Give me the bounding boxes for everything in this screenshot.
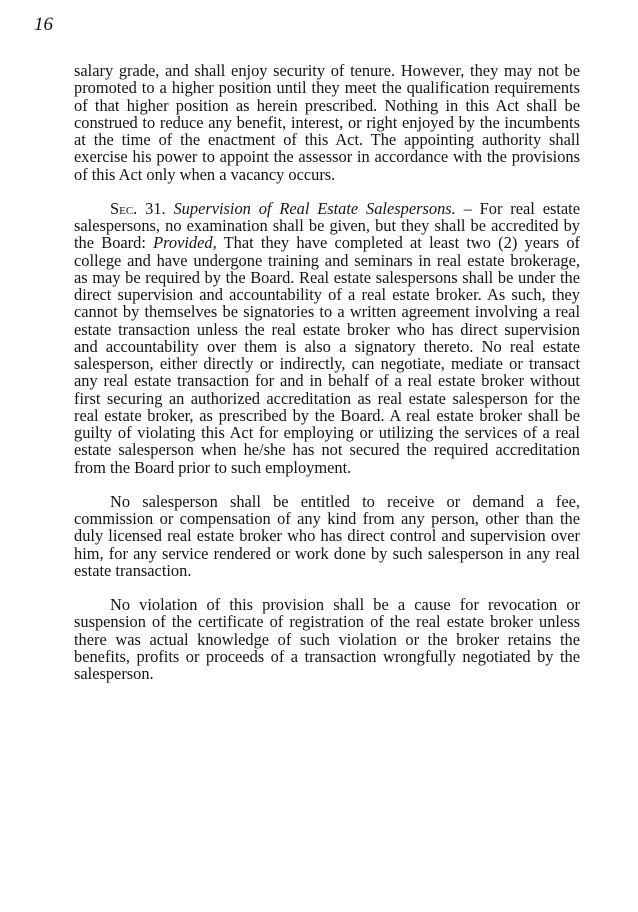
paragraph-continuation: salary grade, and shall enjoy security of tenure. However, they may not be promoted to a higher position until they meet the qualification requirements of that higher position as herein prescribed. Nothing in this Act shall be construed to reduce any benefit, interest, or right enjoyed by the incumbents at the time of the enactment of this Act. The appointing authority shall exercise his power to appoint the assessor in accordance with the provisions of this Act only when a vacancy occurs. <box>74 61 580 184</box>
section-heading: Supervision of Real Estate Salespersons. <box>173 198 456 218</box>
body-text <box>74 62 580 682</box>
section-number: Sec. 31. <box>110 198 166 218</box>
paragraph-violation: No violation of this provision shall be a cause for revocation or suspension of the certificate of registration of the real estate broker unless there was actual knowledge of such violation or the broker retains the benefits, profits or proceeds of a transaction wrongfully negotiated by the salesperson. <box>74 595 580 683</box>
section-31-intro: – For real estate salespersons, no examination shall be given, but they shall be accredited by the Board: <box>74 198 581 253</box>
page-number: 16 <box>34 14 53 35</box>
paragraph-gap <box>74 579 580 596</box>
paragraph-section-31 <box>74 200 580 476</box>
paragraph-gap <box>74 476 580 493</box>
paragraph-salesperson-fees: No salesperson shall be entitled to receive or demand a fee, commission or compensation of any kind from any person, other than the duly licensed real estate broker who has direct control and supervision over him, for any service rendered or work done by such salesperson in any real estate transaction. <box>74 491 580 580</box>
proviso-term: Provided, <box>153 233 217 253</box>
section-31-body: That they have completed at least two (2) years of college and have undergone training and seminars in real estate brokerage, as may be required by the Board. Real estate salespersons shall be under the direct supervision and accountability of a real estate broker. As such, they cannot by themselves be signatories to a written agreement involving a real estate transaction unless the real estate broker who has direct supervision and accountability over them is also a signatory thereto. No real estate salesperson, either directly or indirectly, can negotiate, mediate or transact any real estate transaction for and in behalf of a real estate broker without first securing an authorized accreditation as real estate salesperson for the real estate broker, as prescribed by the Board. A real estate broker shall be guilty of violating this Act for employing or utilizing the services of a real estate salesperson when he/she has not secured the required accreditation from the Board prior to such employment. <box>74 233 580 477</box>
paragraph-gap <box>74 183 580 200</box>
